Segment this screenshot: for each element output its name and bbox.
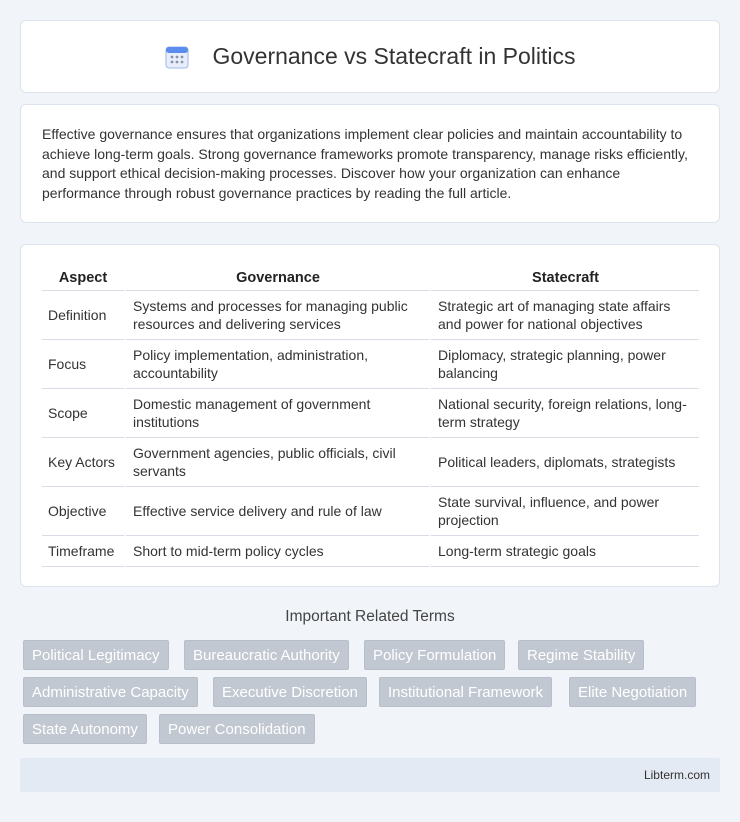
table-row xyxy=(42,438,699,487)
related-terms-title: Important Related Terms xyxy=(285,608,455,625)
related-term-tag[interactable]: Regime Stability xyxy=(518,640,644,670)
table-row xyxy=(42,487,699,536)
cell-statecraft: Strategic art of managing state affairs and power for national objectives xyxy=(429,291,699,340)
cell-governance: Domestic management of government institutions xyxy=(124,389,429,438)
comparison-table xyxy=(42,267,699,567)
cell-statecraft: Political leaders, diplomats, strategists xyxy=(429,438,699,487)
related-term-tag[interactable]: Elite Negotiation xyxy=(569,677,696,707)
related-term-tag[interactable]: Bureaucratic Authority xyxy=(184,640,349,670)
related-term-tag[interactable]: Administrative Capacity xyxy=(23,677,198,707)
table-row xyxy=(42,536,699,567)
related-term-tag[interactable]: Political Legitimacy xyxy=(23,640,169,670)
cell-governance: Systems and processes for managing public resources and delivering services xyxy=(124,291,429,340)
cell-governance: Effective service delivery and rule of law xyxy=(124,487,429,536)
related-term-tag[interactable]: Power Consolidation xyxy=(159,714,315,744)
cell-governance: Government agencies, public officials, civil servants xyxy=(124,438,429,487)
cell-aspect: Focus xyxy=(42,340,124,389)
cell-statecraft: State survival, influence, and power projection xyxy=(429,487,699,536)
title-card xyxy=(20,20,720,93)
cell-aspect: Objective xyxy=(42,487,124,536)
cell-aspect: Scope xyxy=(42,389,124,438)
intro-text: Effective governance ensures that organizations implement clear policies and maintain accountability to achieve long-term goals. Strong governance frameworks promote transparency, manage risks efficiently, and support ethical decision-making processes. Discover how your organization can enhance performance through robust governance practices by reading the full article. xyxy=(42,126,688,201)
table-header-row xyxy=(42,267,699,291)
cell-statecraft: National security, foreign relations, long-term strategy xyxy=(429,389,699,438)
cell-aspect: Definition xyxy=(42,291,124,340)
table-row xyxy=(42,340,699,389)
cell-statecraft: Long-term strategic goals xyxy=(429,536,699,567)
comparison-table-card xyxy=(20,244,720,587)
table-row xyxy=(42,291,699,340)
page-title: Governance vs Statecraft in Politics xyxy=(212,43,576,69)
related-term-tag[interactable]: Policy Formulation xyxy=(364,640,505,670)
table-row xyxy=(42,389,699,438)
footer-brand-link[interactable]: Libterm.com xyxy=(643,768,710,782)
cell-governance: Short to mid-term policy cycles xyxy=(124,536,429,567)
header-aspect: Aspect xyxy=(42,267,124,291)
cell-statecraft: Diplomacy, strategic planning, power balancing xyxy=(429,340,699,389)
related-term-tag[interactable]: Executive Discretion xyxy=(213,677,367,707)
related-term-tag[interactable]: Institutional Framework xyxy=(379,677,552,707)
related-term-tag[interactable]: State Autonomy xyxy=(23,714,147,744)
header-governance: Governance xyxy=(124,267,429,291)
header-statecraft: Statecraft xyxy=(429,267,699,291)
footer xyxy=(20,758,720,792)
cell-aspect: Key Actors xyxy=(42,438,124,487)
cell-aspect: Timeframe xyxy=(42,536,124,567)
intro-card xyxy=(20,104,720,223)
calendar-grid-icon xyxy=(164,44,190,70)
cell-governance: Policy implementation, administration, accountability xyxy=(124,340,429,389)
